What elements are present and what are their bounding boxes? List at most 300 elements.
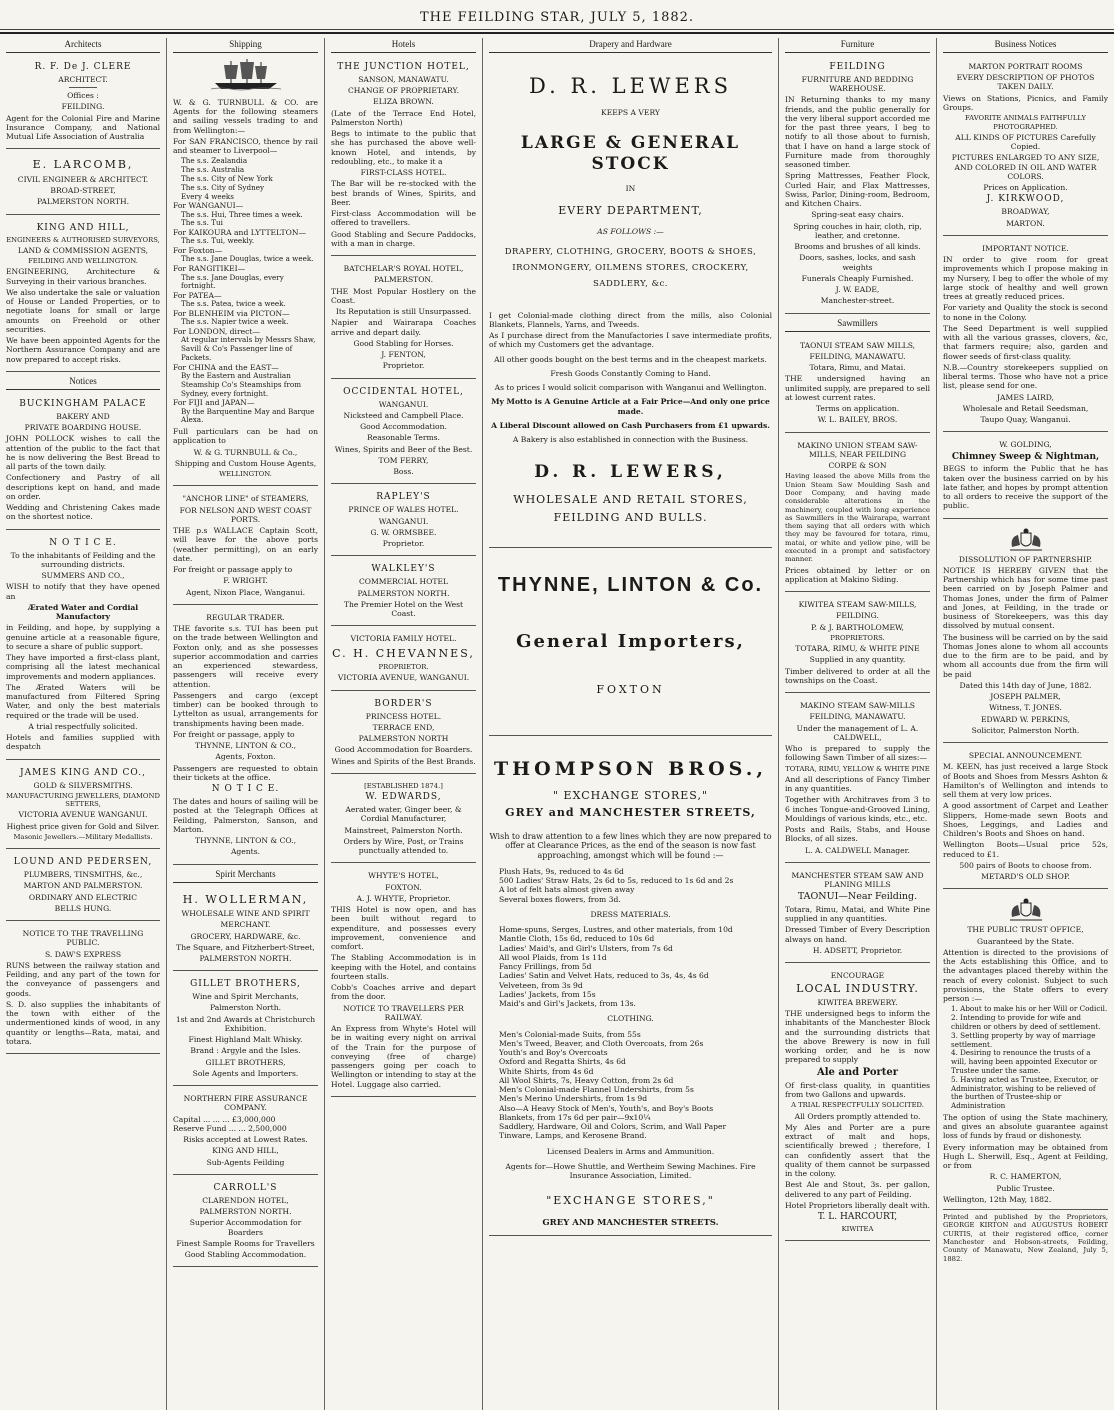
ad-line: Good Stabling for Horses. (353, 338, 454, 348)
ad-title: THE JUNCTION HOTEL, (337, 61, 470, 72)
route: For KAIKOURA and LYTTELTON— (173, 228, 307, 238)
route-ship: The s.s. Napier twice a week. (181, 317, 289, 327)
ad-line: PALMERSTON NORTH. (36, 197, 130, 207)
ad-line: W. L. BAILEY, BROS. (817, 415, 898, 425)
ad-carroll (173, 1178, 318, 1267)
ad-title: R. F. De J. CLERE (34, 61, 132, 72)
ad-text: Prices obtained by letter or on application at Makino Siding. (785, 565, 930, 584)
column-business (936, 38, 1114, 1410)
list-item: A lot of felt hats almost given away (499, 885, 635, 895)
ad-text: We also undertake the sale or valuation of House or Landed Properties, or to negotiate loans for small or large amounts on Freehold or other securities. (6, 287, 160, 334)
ad-title: MAKINO STEAM SAW-MILLS (800, 701, 915, 711)
ad-line: Palmerston North. (209, 1003, 282, 1013)
ad-line: TOTARA, RIMU, & WHITE PINE (795, 644, 920, 654)
section-header-spirits: Spirit Merchants (173, 868, 318, 883)
ad-line: FEILDING. (61, 102, 105, 112)
ad-text: N.B.—Country storekeepers supplied on liberal terms. Those who have not a price list, please send for one. (943, 362, 1108, 391)
list-item: Oxford and Regatta Shirts, 4s 6d (499, 1057, 626, 1067)
ad-text: S. D. also supplies the inhabitants of the town with either of the undermentioned kinds of wood, in any quantity or lengths—Rata, matai, and totara. (6, 999, 160, 1046)
ad-line: PICTURES ENLARGED TO ANY SIZE, AND COLORED IN OIL AND WATER COLORS. (951, 153, 1100, 181)
ad-line: BROAD-STREET, (50, 186, 116, 196)
ad-turnbull (173, 93, 318, 486)
ad-line: J. KIRKWOOD, (986, 194, 1065, 205)
ad-line: Its Reputation is still Unsurpassed. (335, 307, 472, 317)
ad-line: Proprietor. (382, 539, 425, 549)
ad-text: An Express from Whyte's Hotel will be in waiting every night on arrival of the Train for the purpose of conveying (free of charge) passengers going per coach to Wellington or intending to stay at the Hotel. Luggage also carried. (331, 1024, 476, 1089)
ad-buckingham (6, 394, 160, 530)
masthead-title: THE FEILDING STAR, JULY 5, 1882. (419, 10, 695, 25)
list-item: All wool Plaids, from 1s 11d (499, 952, 607, 962)
ad-line: Brooms and brushes of all kinds. (794, 242, 921, 252)
ad-line: Ale and Porter (816, 1066, 899, 1078)
ad-line: PRIVATE BOARDING HOUSE. (24, 423, 142, 433)
ad-daw (6, 924, 160, 1054)
ad-text: The Ærated Waters will be manufactured from Filtered Spring Water, and only the best materials required or the trade will be used. (6, 682, 160, 720)
ad-title: H. WOLLERMAN, (182, 892, 309, 906)
ad-line: "EXCHANGE STORES," (546, 1194, 715, 1208)
ad-line: THYNNE, LINTON & CO., (195, 741, 296, 751)
ad-text: For SAN FRANCISCO, thence by rail and steamer to Liverpool— (173, 136, 318, 156)
ad-lewers (489, 57, 772, 548)
ad-line: Agent, Nixon Place, Wanganui. (185, 587, 306, 597)
ad-title: LOUND AND PEDERSEN, (13, 857, 153, 868)
ad-text: RUNS between the railway station and Feilding, and any part of the town for the conveyance of passengers and goods. (6, 960, 160, 998)
ad-text: My Ales and Porter are a pure extract of malt and hops, scientifically brewed ; therefore, I can confidently assert that the quality of them cannot be surpassed in the colony. (785, 1122, 930, 1179)
ship-item: The s.s. City of Sydney (181, 182, 265, 192)
ad-regular-trader (173, 608, 318, 865)
ad-dissolution (943, 522, 1108, 744)
ad-text: I get Colonial-made clothing direct from the mills, also Colonial Blankets, Flannels, Yarns, and Tweeds. (489, 310, 772, 329)
ad-line: All other goods bought on the best terms and in the cheapest markets. (494, 354, 767, 364)
ad-title: DISSOLUTION OF PARTNERSHIP. (958, 554, 1093, 564)
ad-line: Superior Accommodation for Boarders (189, 1218, 302, 1237)
ad-text: The business will be carried on by the said Thomas Jones alone to whom all accounts due to the firm are to be paid, and by whom all accounts due from the firm will be paid (943, 632, 1108, 679)
ad-junction (331, 57, 476, 256)
ad-text: The Stabling Accommodation is in keeping with the Hotel, and contains fourteen stalls. (331, 953, 476, 981)
section-header-furniture: Furniture (785, 38, 930, 53)
ad-line: Under the management of L. A. CALDWELL, (796, 723, 919, 742)
ad-title: LOCAL INDUSTRY. (796, 982, 919, 996)
ad-line: Orders by Wire, Post, or Trains punctually attended to. (343, 836, 464, 855)
ad-line: Licensed Dealers in Arms and Ammunition. (546, 1146, 715, 1156)
ad-line: Doors, sashes, locks, and sash weights (799, 253, 916, 272)
ad-line: Highest price given for Gold and Silver. (6, 821, 160, 831)
ad-text: Agents for—Howe Shuttle, and Wertheim Sewing Machines. Fire Insurance Association, Limited. (505, 1161, 756, 1181)
ad-text: Confectionery and Pastry of all descriptions kept on hand, and made on order. (6, 473, 160, 501)
list-item: Several boxes flowers, from 3d. (499, 894, 621, 904)
ad-line: A TRIAL RESPECTFULLY SOLICITED. (791, 1101, 924, 1110)
list-item: 1. About to make his or her Will or Codicil. (951, 1004, 1108, 1014)
ad-summers (6, 533, 160, 760)
ad-kiwitea-mills (785, 595, 930, 693)
ad-text: Wellington Boots—Usual price 52s, reduced to £1. (943, 840, 1108, 859)
ad-line: PALMERSTON NORTH. (357, 588, 450, 598)
ad-line: CORPE & SON (828, 461, 887, 471)
ad-line: WANGANUI. (378, 516, 429, 526)
ad-thompson (489, 739, 772, 1237)
ad-line: Reserve Fund ... ... 2,500,000 (173, 1123, 287, 1133)
ad-line: SUMMERS AND CO., (41, 571, 125, 581)
ad-text: THE p.s WALLACE Captain Scott, will leave for the above ports (weather permitting), on an early date. (173, 526, 318, 563)
ad-line: Wines, Spirits and Beer of the Best. (334, 444, 473, 454)
ad-line: PALMERSTON NORTH (358, 734, 449, 743)
ad-line: GREY AND MANCHESTER STREETS. (542, 1217, 719, 1228)
ad-line: ALL KINDS OF PICTURES Carefully Copied. (955, 132, 1096, 152)
ad-title: THYNNE, LINTON & Co. (497, 573, 764, 596)
ad-walkley (331, 559, 476, 626)
ad-line: Shipping and Custom House Agents, (174, 458, 317, 468)
ad-line: Prices on Application. (983, 183, 1068, 193)
ad-line: R. C. HAMERTON, (989, 1172, 1062, 1182)
ad-text: For freight or passage apply to (173, 565, 293, 575)
column-hotels (324, 38, 482, 1410)
ad-line: WANGANUI. (378, 399, 429, 409)
ad-line: MERCHANT. (220, 920, 271, 930)
list-item: Blankets, from 17s 6d per pair—9x10¼ (499, 1112, 651, 1122)
list-item: Saddlery, Hardware, Oil and Colors, Scrim, and Wall Paper (499, 1122, 727, 1132)
ad-line: ELIZA BROWN. (373, 97, 434, 107)
ad-golding (943, 435, 1108, 518)
ad-line: MANUFACTURING JEWELLERS, DIAMOND SETTERS, (6, 791, 160, 809)
section-header-hotels: Hotels (331, 38, 476, 53)
ad-title: NORTHERN FIRE ASSURANCE COMPANY. (183, 1094, 308, 1113)
list-item: White Shirts, from 4s 6d (499, 1066, 594, 1076)
ad-james-king (6, 763, 160, 850)
ad-line: MARTON. (1006, 218, 1045, 228)
list-item: Also—A Heavy Stock of Men's, Youth's, and Boy's Boots (499, 1103, 714, 1113)
ad-text: Having leased the above Mills from the Union Steam Saw Moulding Sash and Door Company, and having made considerable alterations in the machinery, coupled with long experience as Sawmillers in the Wairarapa, warrant them saying that all orders with which they may be favoured for totara, rimu, matai, or white and yellow pine, will be executed in a prompt and satisfactory manner. (785, 472, 930, 564)
ad-whyte (331, 866, 476, 1097)
ad-line: Wine and Spirit Merchants, (192, 992, 299, 1002)
ad-line: GREY and MANCHESTER STREETS, (505, 806, 756, 820)
list-item: 2. Intending to provide for wife and children or others by deed of settlement. (951, 1013, 1101, 1032)
ship-interval: Every 4 weeks (181, 191, 234, 201)
ad-line: PRINCESS HOTEL. (365, 711, 442, 721)
ad-title: TAONUI STEAM SAW MILLS, (799, 340, 916, 350)
ad-line: SANSON, MANAWATU. (358, 74, 449, 84)
route-ship: The s.s. Patea, twice a week. (181, 299, 286, 309)
ad-line: A trial respectfully solicited. (28, 721, 138, 731)
ad-line: FOXTON (596, 683, 665, 697)
section-header-drapery: Drapery and Hardware (489, 38, 772, 53)
ad-line: Offices : (67, 91, 99, 101)
ad-line: METARD'S OLD SHOP. (981, 872, 1070, 882)
ad-line: WELLINGTON. (219, 470, 272, 479)
ad-line: Manchester-street. (820, 296, 895, 306)
ad-line: FURNITURE AND BEDDING WAREHOUSE. (801, 74, 914, 94)
ad-title: N O T I C E. (211, 784, 280, 795)
ad-line: Fresh Goods Constantly Coming to Hand. (550, 368, 711, 378)
ad-line: Mainstreet, Palmerston North. (344, 825, 463, 835)
ad-text: IN Returning thanks to my many friends, and the public generally for the very liberal support accorded me for the past three years, I beg to notify to all those about to furnish, that I have on hand a large stock of Furniture made from thoroughly seasoned timber. (785, 95, 930, 170)
ad-line: Finest Sample Rooms for Travellers (176, 1238, 315, 1248)
ad-northern (173, 1089, 318, 1175)
ad-text: Of first-class quality, in quantities from two Gallons and upwards. (785, 1080, 930, 1099)
list-item: Ladies' Satin and Velvet Hats, reduced to 3s, 4s, 4s 6d (499, 971, 709, 981)
ad-line: Sub-Agents Feilding (206, 1157, 285, 1167)
ad-line: Finest Highland Malt Whisky. (188, 1035, 303, 1045)
ad-line: WHOLESALE WINE AND SPIRIT (181, 909, 310, 918)
ad-border (331, 694, 476, 774)
ad-text: Passengers are requested to obtain their tickets at the office. (173, 763, 318, 782)
ad-title: FEILDING (829, 61, 886, 72)
ad-line: P. & J. BARTHOLOMEW, (811, 622, 904, 632)
ad-kirkwood (943, 57, 1108, 236)
ad-makino-caldwell (785, 696, 930, 863)
ad-text: Who is prepared to supply the following Sawn Timber of all sizes:— (785, 744, 930, 763)
ad-line: BAKERY AND (56, 411, 110, 421)
ad-title: MARTON PORTRAIT ROOMS (968, 61, 1083, 71)
route: For LONDON, direct— (173, 327, 260, 337)
ad-title: "ANCHOR LINE" of STEAMERS, (182, 494, 309, 504)
ad-line: KING AND HILL, (212, 1146, 279, 1156)
ad-laird (943, 239, 1108, 433)
ad-taonui (785, 336, 930, 433)
column-drapery (482, 38, 778, 1410)
ad-line: W. & G. TURNBULL & Co., (193, 447, 298, 457)
ad-line: Aerated water, Ginger beer, & Cordial Manufacturer, (345, 805, 462, 824)
ad-edwards (331, 777, 476, 864)
section-header-business: Business Notices (943, 38, 1108, 53)
ad-line: PALMERSTON NORTH. (199, 954, 292, 963)
ad-line: VICTORIA AVENUE WANGANUI. (18, 810, 148, 820)
ad-text: Attention is directed to the provisions of the Acts establishing this Office, and to the advantages placed thereby within the reach of every colonist. Subject to such provisions, the State offers to every person :— (943, 947, 1108, 1004)
ad-line: Totara, Rimu, and Matai. (809, 363, 906, 373)
ad-text: Together with Architraves from 3 to 6 inches Tongue-and-Grooved Lining, Mouldings of various kinds, etc., etc. (785, 795, 930, 823)
ad-line: FIRST-CLASS HOTEL. (360, 168, 447, 178)
ad-line: Public Trustee. (996, 1183, 1055, 1193)
ad-line: GOLD & SILVERSMITHS. (33, 780, 133, 790)
ad-line: Ærated Water and Cordial Manufactory (27, 602, 139, 622)
ad-line: FOXTON. (385, 882, 422, 892)
ad-wollerman (173, 887, 318, 972)
ad-line: Sole Agents and Importers. (192, 1068, 299, 1078)
ad-text: First-class Accommodation will be offered to travellers. (331, 209, 476, 228)
ad-title: VICTORIA FAMILY HOTEL. (350, 634, 457, 644)
ad-keen (943, 746, 1108, 889)
ad-text: The dates and hours of sailing will be posted at the Telegraph Offices at Feilding, Palmerston, Sanson, and Marton. (173, 797, 318, 834)
ad-line: IN (625, 184, 636, 194)
items-list (499, 867, 762, 904)
ship-list (181, 157, 318, 201)
ad-text: M. KEEN, has just received a large Stock of Boots and Shoes from Messrs Ashton & Hamilton's of Wellington and intends to sell them at very low prices. (943, 762, 1108, 800)
ad-line: TAONUI—Near Feilding. (797, 891, 918, 903)
ad-text: WISH to notify that they have opened an (6, 582, 160, 601)
ad-line: Risks accepted at Lowest Rates. (183, 1135, 308, 1145)
ad-line: TOM FERRY, (378, 455, 429, 465)
ad-title: BUCKINGHAM PALACE (19, 398, 147, 409)
ad-text: For freight or passage, apply to (173, 729, 295, 739)
ad-line: G. W. ORMSBEE. (370, 527, 437, 537)
ad-line: PROPRIETORS. (830, 633, 885, 642)
ad-line: Supplied in any quantity. (809, 655, 906, 665)
ad-anchor-line (173, 489, 318, 605)
ad-title: GILLET BROTHERS, (190, 979, 301, 990)
ad-line: PRINCE OF WALES HOTEL. (348, 505, 459, 515)
ad-text: Best Ale and Stout, 3s. per gallon, delivered to any part of Feilding. (785, 1180, 930, 1199)
list-item: All Wool Shirts, 7s, Heavy Cotton, from 2s 6d (499, 1075, 674, 1085)
ad-line: BELLS HUNG. (54, 903, 112, 913)
ad-line: Masonic Jewellers.—Military Medallists. (13, 832, 153, 841)
ad-text: in Feilding, and hope, by supplying a genuine article at a reasonable figure, to secure a share of public support. (6, 623, 160, 651)
list-item: Men's Merino Undershirts, from 1s 9d (499, 1094, 648, 1104)
column-shipping-spirits (166, 38, 324, 1410)
ad-line: NOTICE TO TRAVELLERS PER RAILWAY. (343, 1003, 464, 1022)
ad-title: MAKINO UNION STEAM SAW-MILLS, NEAR FEILDING (797, 440, 918, 459)
ad-line: The Square, and Fitzherbert-Street, (176, 942, 315, 952)
ad-line: TERRACE END, (372, 722, 435, 732)
ad-title: SPECIAL ANNOUNCEMENT. (968, 751, 1083, 761)
ad-text: THE undersigned having an unlimited supply, are prepared to sell at lowest current rates. (785, 374, 930, 402)
ad-title: MANCHESTER STEAM SAW AND PLANING MILLS (791, 870, 924, 890)
list-heading: CLOTHING. (607, 1014, 654, 1024)
ad-text: Wish to draw attention to a few lines which they are now prepared to offer at Clearance Prices, as the end of the season is now fast approaching, amongst which will be found :— (489, 831, 772, 861)
ad-gillet (173, 974, 318, 1086)
ad-text: BEGS to inform the Public that he has taken over the business carried on by his late father, and hopes by prompt attention to all orders to receive the support of the public. (943, 464, 1108, 511)
ad-line: 1st and 2nd Awards at Christchurch Exhibition. (175, 1014, 316, 1033)
ad-text: The Seed Department is well supplied with all the various grasses, clovers, &c, that farmers require; also, garden and flower seeds of first-class quality. (943, 323, 1108, 361)
ad-text: JOHN POLLOCK wishes to call the attention of the public to the fact that he is now delivering the Best Bread to all parts of the town daily. (6, 434, 160, 472)
ad-line: Brand : Argyle and the Isles. (190, 1046, 301, 1056)
list-heading: DRESS MATERIALS. (590, 909, 671, 919)
ad-line: My Motto is A Genuine Article at a Fair Price—And only one price made. (491, 397, 770, 416)
ad-line: FEILDING AND BULLS. (553, 510, 708, 524)
ad-text: IN order to give room for great improvements which I propose making in my Nursery, I beg to offer the whole of my large stock of healthy and well grown trees at greatly reduced prices. (943, 255, 1108, 301)
ad-line: KIWITEA BREWERY. (817, 997, 898, 1007)
list-item: 500 Ladies' Straw Hats, 2s 6d to 5s, reduced to 1s 6d and 2s (499, 876, 734, 886)
ad-line: A. J. WHYTE, Proprietor. (356, 893, 451, 903)
ad-text: For variety and Quality the stock is second to none in the Colony. (943, 303, 1108, 322)
ad-text: Dressed Timber of Every Description always on hand. (785, 925, 930, 944)
ad-line: JOSEPH PALMER, (990, 692, 1061, 702)
ad-line: Chimney Sweep & Nightman, (951, 451, 1100, 462)
list-item: Men's Tweed, Beaver, and Cloth Overcoats, from 26s (499, 1038, 704, 1048)
ad-line: MARTON AND PALMERSTON. (23, 881, 143, 891)
ad-line: Hotel Proprietors liberally dealt with. (785, 1200, 930, 1210)
ad-line: TOTARA, RIMU, YELLOW & WHITE PINE (785, 764, 930, 773)
imprint: Printed and published by the Proprietors, GEORGE KIRTON and AUGUSTUS ROBERT CURTIS, at their registered office, corner Manchester and Hobson-streets, Feilding, County of Manawatu, New Zealand, July 5, 1882. (943, 1213, 1108, 1263)
ad-line: FOR NELSON AND WEST COAST PORTS. (179, 505, 312, 524)
ad-title: CARROLL'S (213, 1182, 278, 1193)
ad-text: Every information may be obtained from Hugh L. Sherwill, Esq., Agent at Feilding, or from (943, 1142, 1108, 1171)
list-item: Plush Hats, 9s, reduced to 4s 6d (499, 866, 624, 876)
ad-line: FEILDING, MANAWATU. (809, 351, 906, 361)
ad-text: Spring Mattresses, Feather Flock, Curled Hair, and Flax Mattresses, Swiss, Parlor, Dining-room, Bedroom, and Kitchen Chairs. (785, 171, 930, 209)
ad-line: As to prices I would solicit comparison with Wanganui and Wellington. (494, 383, 767, 393)
ad-title: KIWITEA STEAM SAW-MILLS, (798, 600, 917, 609)
route-ship: The s.s. Jane Douglas, every fortnight. (181, 272, 284, 291)
ad-public-trust (943, 892, 1108, 1210)
list-item: Fancy Frillings, from 5d (499, 962, 592, 972)
list-item: 3. Settling property by way of marriage settlement. (951, 1030, 1096, 1049)
ad-title: WHYTE'S HOTEL, (368, 871, 439, 881)
ad-makino-union (785, 436, 930, 592)
ad-line: A Liberal Discount allowed on Cash Purchasers from £1 upwards. (491, 420, 770, 430)
ad-title: BATCHELAR'S ROYAL HOTEL, (343, 264, 464, 274)
ship-item: The s.s. City of New York (181, 174, 273, 184)
column-architects-notices (0, 38, 166, 1410)
ad-line: ARCHITECT. (58, 74, 108, 84)
route: For PATEA— (173, 291, 222, 301)
ad-title: RAPLEY'S (376, 492, 431, 503)
royal-arms-icon (1004, 897, 1048, 923)
ship-item: The s.s. Australia (181, 165, 245, 175)
ad-text: The option of using the State machinery, and gives an absolute guarantee against loss of funds by fraud or dishonesty. (943, 1112, 1108, 1141)
ad-king-hill (6, 218, 160, 372)
ad-clere (6, 57, 160, 149)
list-item: Velveteen, from 3s 9d (499, 980, 583, 990)
ad-text: And all descriptions of Fancy Timber in any quantities. (785, 774, 930, 794)
ad-text: Views on Stations, Picnics, and Family Groups. (943, 93, 1108, 112)
ad-line: The Premier Hotel on the West Coast. (343, 599, 464, 619)
ad-line: JAMES LAIRD, (997, 392, 1054, 402)
ad-text: We have been appointed Agents for the Northern Assurance Company and are now prepared to accept risks. (6, 336, 160, 364)
ad-title: THE PUBLIC TRUST OFFICE, (967, 925, 1084, 935)
ad-title: IMPORTANT NOTICE. (982, 243, 1069, 253)
ad-brewery (785, 966, 930, 1241)
ad-text: Hotels and families supplied with despatch (6, 733, 160, 752)
ad-line: S. DAW'S EXPRESS (44, 949, 122, 959)
ad-line: Agents, Foxton. (215, 752, 276, 762)
column-furniture (778, 38, 936, 1410)
ad-title: W. EDWARDS, (365, 792, 442, 803)
ad-text: THIS Hotel is now open, and has been built without regard to expenditure, and possesses every improvement, convenience and comfort. (331, 905, 476, 951)
list-item: Ladies' Maid's, and Girl's Ulsters, from 7s 6d (499, 943, 673, 953)
list-item: Youth's and Boy's Overcoats (499, 1048, 608, 1058)
ad-text: THE undersigned begs to inform the inhabitants of the Manchester Block and the surrounding districts that the above Brewery is now in full working order, and he is now prepared to supply (785, 1009, 930, 1065)
ad-text: ENGINEERING, Architecture & Surveying in their various branches. (6, 267, 160, 286)
ad-title: BORDER'S (374, 698, 433, 709)
ad-victoria (331, 629, 476, 690)
ad-thynne (489, 551, 772, 736)
ad-line: NOTICE TO THE TRAVELLING PUBLIC. (22, 929, 144, 948)
ad-text: Full particulars can be had on application to (173, 427, 318, 446)
ad-line: Wholesale and Retail Seedsman, (962, 403, 1089, 413)
list-item: 4. Desiring to renounce the trusts of a will, having been appointed Executor or Trustee under the same. (951, 1048, 1098, 1075)
ad-line: Reasonable Terms. (367, 433, 440, 443)
ad-text: They have imported a first-class plant, comprising all the latest mechanical improvements and modern appliances. (6, 653, 160, 681)
ad-line: FEILDING. (836, 611, 879, 621)
route-ship: The s.s. Hui, Three times a week. (181, 209, 303, 219)
list-item: Tinware, Lamps, and Kerosene Brand. (499, 1131, 647, 1141)
ad-title: W. GOLDING, (999, 440, 1052, 450)
ad-line: All Orders promptly attended to. (794, 1111, 921, 1121)
ad-title: N O T I C E. (49, 537, 117, 548)
ad-title: JAMES KING AND CO., (19, 767, 147, 778)
ad-line: CLARENDON HOTEL, (202, 1195, 289, 1205)
list-item: Ladies' Jackets, from 15s (499, 989, 596, 999)
list-item: Maid's and Girl's Jackets, from 13s. (499, 999, 636, 1009)
ad-line: To the inhabitants of Feilding and the surrounding districts. (10, 550, 156, 569)
list-item: 5. Having acted as Trustee, Executor, or Administrator, wishing to be relieved of the burthen of Trustee-ship or Administration (951, 1074, 1099, 1111)
ad-text: (Late of the Terrace End Hotel, Palmerston North) (331, 108, 476, 127)
masthead (0, 0, 1114, 34)
ad-line: Proprietor. (382, 361, 425, 371)
ad-title: THOMPSON BROS., (494, 757, 767, 780)
ad-line: F. WRIGHT. (223, 576, 268, 586)
divider (69, 87, 97, 88)
ad-title: OCCIDENTAL HOTEL, (343, 386, 464, 397)
route: For RANGITIKEI— (173, 264, 246, 274)
ad-line: BROADWAY, (1001, 207, 1050, 217)
ad-text: W. & G. TURNBULL & CO. are Agents for the following steamers and sailing vessels trading to and from Wellington:— (173, 97, 318, 135)
ad-line: Witness, T. JONES. (989, 703, 1062, 713)
ad-line: KIWITEA (841, 1224, 874, 1233)
ad-title: D. R. LEWERS (529, 73, 732, 98)
ad-line: PALMERSTON NORTH. (199, 1207, 292, 1217)
route-ship: By the Eastern and Australian Steamship Co's Steamships from Sydney, every fortnight. (181, 370, 302, 398)
ad-text: THE Most Popular Hostlery on the Coast. (331, 286, 476, 305)
